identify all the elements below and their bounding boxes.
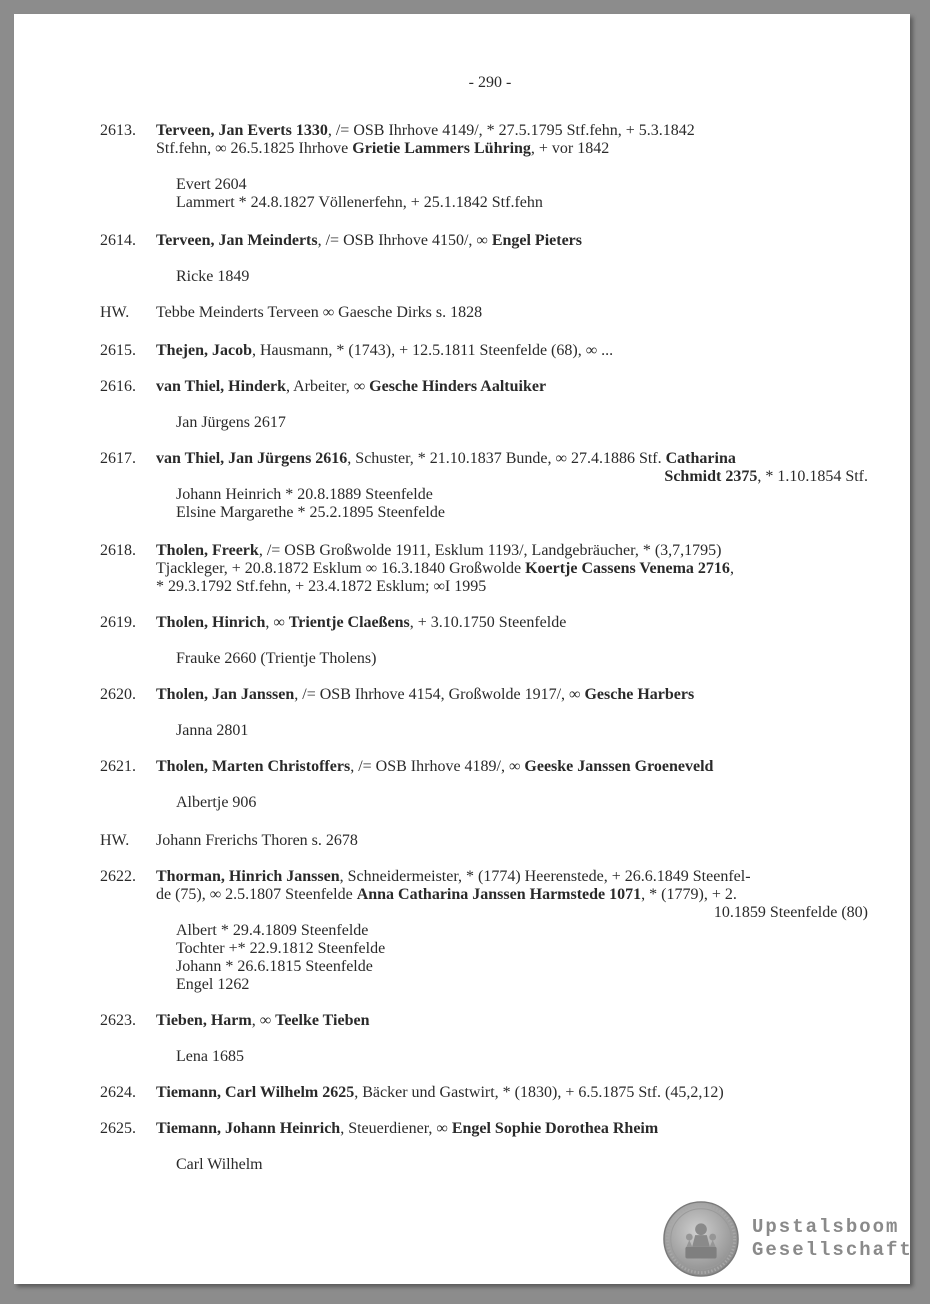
entry-number: 2614. xyxy=(100,232,136,249)
entry-line xyxy=(156,686,868,704)
entry-body xyxy=(156,122,868,212)
child-item: Ricke 1849 xyxy=(176,268,250,285)
person-name: Tiemann, Johann Heinrich xyxy=(156,1120,341,1137)
entry-number: 2615. xyxy=(100,342,136,359)
entry-line xyxy=(156,450,868,468)
person-name: Trientje Claeßens xyxy=(288,614,410,631)
entry-line xyxy=(156,1120,868,1138)
entry-number: 2617. xyxy=(100,450,136,467)
child-item: Johann * 26.6.1815 Steenfelde xyxy=(176,958,373,975)
entry-number: 2621. xyxy=(100,758,136,775)
person-name: Tholen, Jan Janssen xyxy=(156,686,295,703)
child-item: Janna 2801 xyxy=(176,722,249,739)
children-list xyxy=(156,922,868,994)
person-name: Gesche Harbers xyxy=(584,686,695,703)
entry-number: 2618. xyxy=(100,542,136,559)
entry-line xyxy=(156,578,868,596)
person-name: Teelke Tieben xyxy=(275,1012,370,1029)
entry-text: 10.1859 Steenfelde (80) xyxy=(713,904,868,921)
person-name: van Thiel, Jan Jürgens 2616 xyxy=(156,450,348,467)
society-seal-icon xyxy=(662,1200,740,1278)
entry-number: HW. xyxy=(100,304,130,321)
entry-text: , * (1779), + 2. xyxy=(641,886,737,903)
child-item: Evert 2604 xyxy=(176,176,247,193)
person-name: Terveen, Jan Meinderts xyxy=(156,232,318,249)
person-name: Anna Catharina Janssen Harmstede 1071 xyxy=(356,886,642,903)
brand-line-1: Upstalsboom xyxy=(752,1216,900,1238)
entry-body xyxy=(156,686,868,740)
entry-body xyxy=(156,378,868,432)
child-item: Albert * 29.4.1809 Steenfelde xyxy=(176,922,369,939)
child-item: Engel 1262 xyxy=(176,976,250,993)
entry-body xyxy=(156,1012,868,1066)
entry-body xyxy=(156,542,868,596)
entry-number: 2622. xyxy=(100,868,136,885)
entry-body xyxy=(156,1120,868,1174)
entry-line xyxy=(156,886,868,904)
entry-body xyxy=(156,832,868,850)
entry-number: 2619. xyxy=(100,614,136,631)
children-list xyxy=(156,722,868,740)
brand-line-2: Gesellschaft xyxy=(752,1239,913,1261)
entry-text: , Bäcker und Gastwirt, * (1830), + 6.5.1875 Stf. (45,2,12) xyxy=(354,1084,724,1101)
entry-number: 2613. xyxy=(100,122,136,139)
entry-body xyxy=(156,614,868,668)
person-name: Engel Sophie Dorothea Rheim xyxy=(451,1120,659,1137)
page-content xyxy=(14,14,913,1284)
person-name: Engel Pieters xyxy=(491,232,583,249)
person-name: Thorman, Hinrich Janssen xyxy=(156,868,340,885)
entry-text: , ∞ xyxy=(251,1012,276,1029)
entry-line xyxy=(156,1012,868,1030)
entry-line xyxy=(156,232,868,250)
entry-text: Stf.fehn, ∞ 26.5.1825 Ihrhove xyxy=(156,140,353,157)
entry-number: 2625. xyxy=(100,1120,136,1137)
entry-line xyxy=(156,832,868,850)
entry-body xyxy=(156,304,868,322)
entry-line xyxy=(156,342,868,360)
children-list xyxy=(156,650,868,668)
child-item: Frauke 2660 (Trientje Tholens) xyxy=(176,650,377,667)
entry-text: de (75), ∞ 2.5.1807 Steenfelde xyxy=(156,886,357,903)
entry-text: , /= OSB Ihrhove 4189/, ∞ xyxy=(350,758,525,775)
person-name: Gesche Hinders Aaltuiker xyxy=(369,378,547,395)
person-name: Tieben, Harm xyxy=(156,1012,252,1029)
entry-text: , ∞ xyxy=(265,614,289,631)
entry-text: , Steuerdiener, ∞ xyxy=(340,1120,452,1137)
child-item: Carl Wilhelm xyxy=(176,1156,263,1173)
entry-text: , Schneidermeister, * (1774) Heerenstede, + 26.6.1849 Steenfel- xyxy=(339,868,751,885)
person-name: Thejen, Jacob xyxy=(156,342,252,359)
child-item: Lena 1685 xyxy=(176,1048,244,1065)
entry-number: 2616. xyxy=(100,378,136,395)
person-name: Tholen, Hinrich xyxy=(156,614,266,631)
person-name: Tiemann, Carl Wilhelm 2625 xyxy=(156,1084,355,1101)
children-list xyxy=(156,794,868,812)
society-wordmark xyxy=(752,1216,913,1262)
person-name: Koertje Cassens Venema 2716 xyxy=(525,560,730,577)
entry-line xyxy=(156,542,868,560)
page-number: - 290 - xyxy=(468,74,512,91)
entry-body xyxy=(156,868,868,994)
entry-line xyxy=(156,468,868,486)
entry-line xyxy=(156,614,868,632)
child-item: Albertje 906 xyxy=(176,794,257,811)
entry-body xyxy=(156,1084,868,1102)
entry-body xyxy=(156,758,868,812)
child-item: Elsine Margarethe * 25.2.1895 Steenfelde xyxy=(176,504,445,521)
entry-line xyxy=(156,904,868,922)
child-item: Tochter +* 22.9.1812 Steenfelde xyxy=(176,940,386,957)
entry-line xyxy=(156,758,868,776)
person-name: Geeske Janssen Groeneveld xyxy=(524,758,714,775)
entry-text: , Schuster, * 21.10.1837 Bunde, ∞ 27.4.1886 Stf. xyxy=(347,450,666,467)
entry-body xyxy=(156,450,868,522)
entry-text: , Arbeiter, ∞ xyxy=(285,378,370,395)
entry-text: , * 1.10.1854 Stf. xyxy=(757,468,868,485)
entry-number: 2620. xyxy=(100,686,136,703)
entry-number: 2623. xyxy=(100,1012,136,1029)
entry-text: , /= OSB Großwolde 1911, Esklum 1193/, Landgebräucher, * (3,7,1795) xyxy=(258,542,722,559)
entry-line xyxy=(156,304,868,322)
person-name: Tholen, Marten Christoffers xyxy=(156,758,351,775)
entry-body xyxy=(156,342,868,360)
entry-text: Tebbe Meinderts Terveen ∞ Gaesche Dirks s. 1828 xyxy=(156,304,483,321)
entry-line xyxy=(156,560,868,578)
person-name: van Thiel, Hinderk xyxy=(156,378,286,395)
person-name: Terveen, Jan Everts 1330 xyxy=(156,122,328,139)
children-list xyxy=(156,1156,868,1174)
entry-text: , /= OSB Ihrhove 4154, Großwolde 1917/, ∞ xyxy=(294,686,585,703)
entry-line xyxy=(156,1084,868,1102)
person-name: Schmidt 2375 xyxy=(664,468,758,485)
entry-line xyxy=(156,140,868,158)
entry-line xyxy=(156,868,868,886)
entry-text: , Hausmann, * (1743), + 12.5.1811 Steenfelde (68), ∞ ... xyxy=(252,342,614,359)
children-list xyxy=(156,1048,868,1066)
document-page xyxy=(14,14,913,1284)
entry-text: Johann Frerichs Thoren s. 2678 xyxy=(156,832,358,849)
entry-text: , xyxy=(729,560,734,577)
entry-line xyxy=(156,122,868,140)
children-list xyxy=(156,486,868,522)
person-name: Grietie Lammers Lühring xyxy=(352,140,531,157)
entry-number: 2624. xyxy=(100,1084,136,1101)
child-item: Lammert * 24.8.1827 Völlenerfehn, + 25.1.1842 Stf.fehn xyxy=(176,194,543,211)
entry-body xyxy=(156,232,868,286)
children-list xyxy=(156,176,868,212)
entry-number: HW. xyxy=(100,832,130,849)
entry-text: , /= OSB Ihrhove 4150/, ∞ xyxy=(317,232,492,249)
entry-text: , + 3.10.1750 Steenfelde xyxy=(409,614,567,631)
child-item: Jan Jürgens 2617 xyxy=(176,414,286,431)
child-item: Johann Heinrich * 20.8.1889 Steenfelde xyxy=(176,486,433,503)
children-list xyxy=(156,414,868,432)
person-name: Catharina xyxy=(665,450,736,467)
entry-text: , /= OSB Ihrhove 4149/, * 27.5.1795 Stf.fehn, + 5.3.1842 xyxy=(327,122,695,139)
entry-text: * 29.3.1792 Stf.fehn, + 23.4.1872 Esklum; ∞I 1995 xyxy=(156,578,487,595)
entry-text: , + vor 1842 xyxy=(530,140,610,157)
person-name: Tholen, Freerk xyxy=(156,542,259,559)
entry-line xyxy=(156,378,868,396)
entry-text: Tjackleger, + 20.8.1872 Esklum ∞ 16.3.1840 Großwolde xyxy=(156,560,526,577)
children-list xyxy=(156,268,868,286)
